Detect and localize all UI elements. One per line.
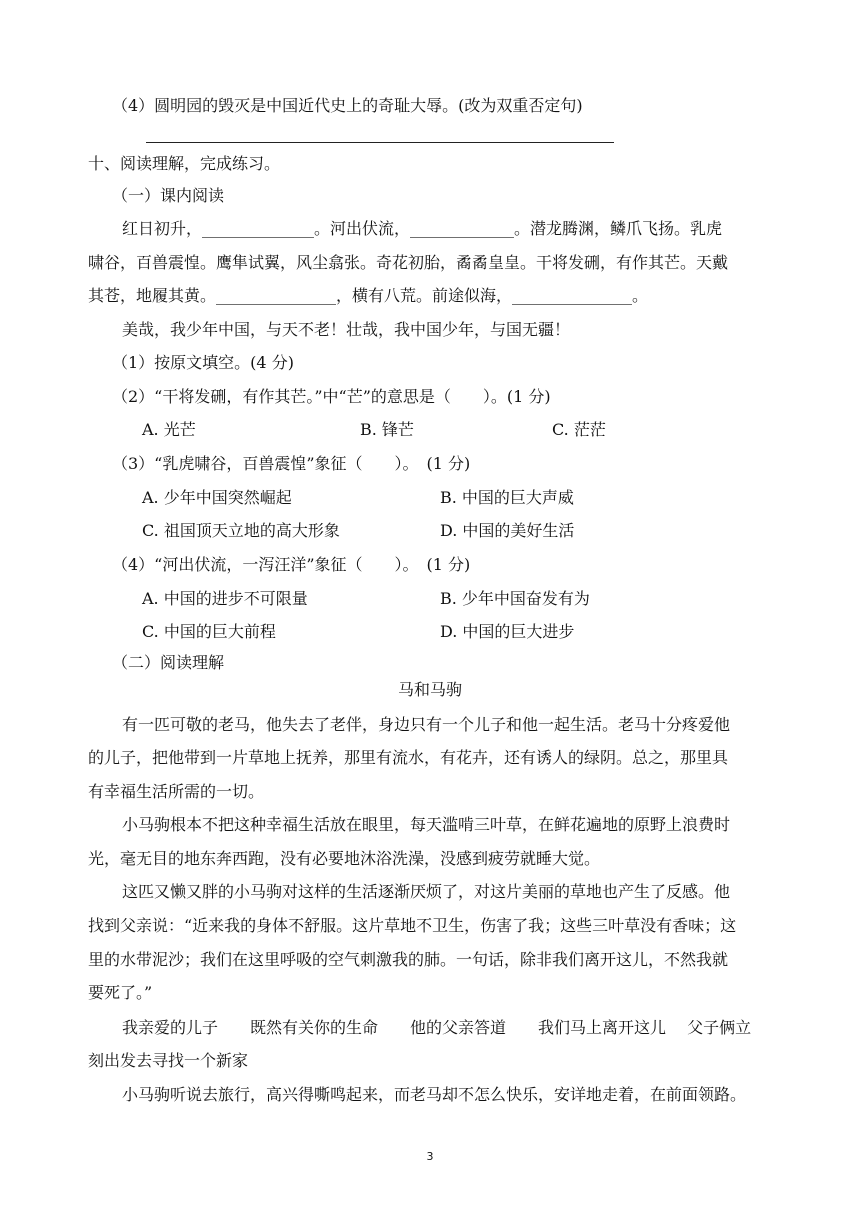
rewrite-question: （4）圆明园的毁灭是中国近代史上的奇耻大辱。(改为双重否定句) (112, 96, 583, 115)
story-line: 小马驹听说去旅行，高兴得嘶鸣起来，而老马却不怎么快乐，安详地走着，在前面领路。 (122, 1085, 747, 1104)
q4-option-a: A. 中国的进步不可限量 (142, 589, 308, 608)
section-heading: 十、阅读理解，完成练习。 (88, 154, 281, 173)
answer-blank-line (146, 142, 614, 143)
q3-option-b: B. 中国的巨大声威 (440, 488, 574, 507)
story-line-unpunctuated: 我亲爱的儿子 既然有关你的生命 他的父亲答道 我们马上离开这儿 父子俩立 (122, 1018, 752, 1037)
q4-option-c: C. 中国的巨大前程 (142, 622, 276, 641)
part1-heading: （一）课内阅读 (112, 186, 225, 205)
story-line: 要死了。” (88, 983, 153, 1002)
passage-line: 红日初升，______________。河出伏流，_____________。潜龙腾渊，鳞爪飞扬。乳虎 (122, 219, 723, 238)
q4-option-d: D. 中国的巨大进步 (440, 622, 575, 641)
q3-option-a: A. 少年中国突然崛起 (142, 488, 292, 507)
question-1: （1）按原文填空。(4 分) (112, 353, 294, 372)
passage-line: 其苍，地履其黄。_______________，横有八荒。前途似海，_______________。 (88, 286, 649, 305)
passage-ending: 美哉，我少年中国，与天不老！壮哉，我中国少年，与国无疆！ (122, 320, 571, 339)
question-2: （2）“干将发硎，有作其芒。”中“芒”的意思是（ ）。(1 分) (112, 387, 551, 406)
q3-option-d: D. 中国的美好生活 (440, 521, 575, 540)
story-line: 光，毫无目的地东奔西跑，没有必要地沐浴洗澡，没感到疲劳就睡大觉。 (88, 849, 601, 868)
story-line-unpunctuated: 刻出发去寻找一个新家 (88, 1051, 249, 1070)
q4-option-b: B. 少年中国奋发有为 (440, 589, 590, 608)
question-3: （3）“乳虎啸谷，百兽震惶”象征（ ）。 (1 分) (112, 454, 471, 473)
story-title: 马和马驹 (397, 680, 462, 699)
part2-heading: （二）阅读理解 (112, 653, 225, 672)
question-4: （4）“河出伏流，一泻汪洋”象征（ ）。 (1 分) (112, 555, 471, 574)
q2-option-c: C. 茫茫 (552, 420, 606, 439)
story-line: 里的水带泥沙；我们在这里呼吸的空气刺激我的肺。一句话，除非我们离开这儿，不然我就 (88, 950, 729, 969)
q2-option-a: A. 光芒 (142, 420, 196, 439)
story-line: 的儿子，把他带到一片草地上抚养，那里有流水，有花卉，还有诱人的绿阴。总之，那里具 (88, 748, 729, 767)
q3-option-c: C. 祖国顶天立地的高大形象 (142, 521, 340, 540)
story-line: 小马驹根本不把这种幸福生活放在眼里，每天滥啃三叶草，在鲜花遍地的原野上浪费时 (122, 815, 731, 834)
story-line: 这匹又懒又胖的小马驹对这样的生活逐渐厌烦了，对这片美丽的草地也产生了反感。他 (122, 882, 731, 901)
passage-line: 啸谷，百兽震惶。鹰隼试翼，风尘翕张。奇花初胎，矞矞皇皇。干将发硎，有作其芒。天戴 (88, 253, 729, 272)
page-number: 3 (426, 1150, 434, 1163)
story-line: 有幸福生活所需的一切。 (88, 782, 265, 801)
q2-option-b: B. 锋芒 (360, 420, 414, 439)
story-line: 找到父亲说：“近来我的身体不舒服。这片草地不卫生，伤害了我；这些三叶草没有香味；这 (88, 916, 737, 935)
story-line: 有一匹可敬的老马，他失去了老伴，身边只有一个儿子和他一起生活。老马十分疼爱他 (122, 715, 731, 734)
